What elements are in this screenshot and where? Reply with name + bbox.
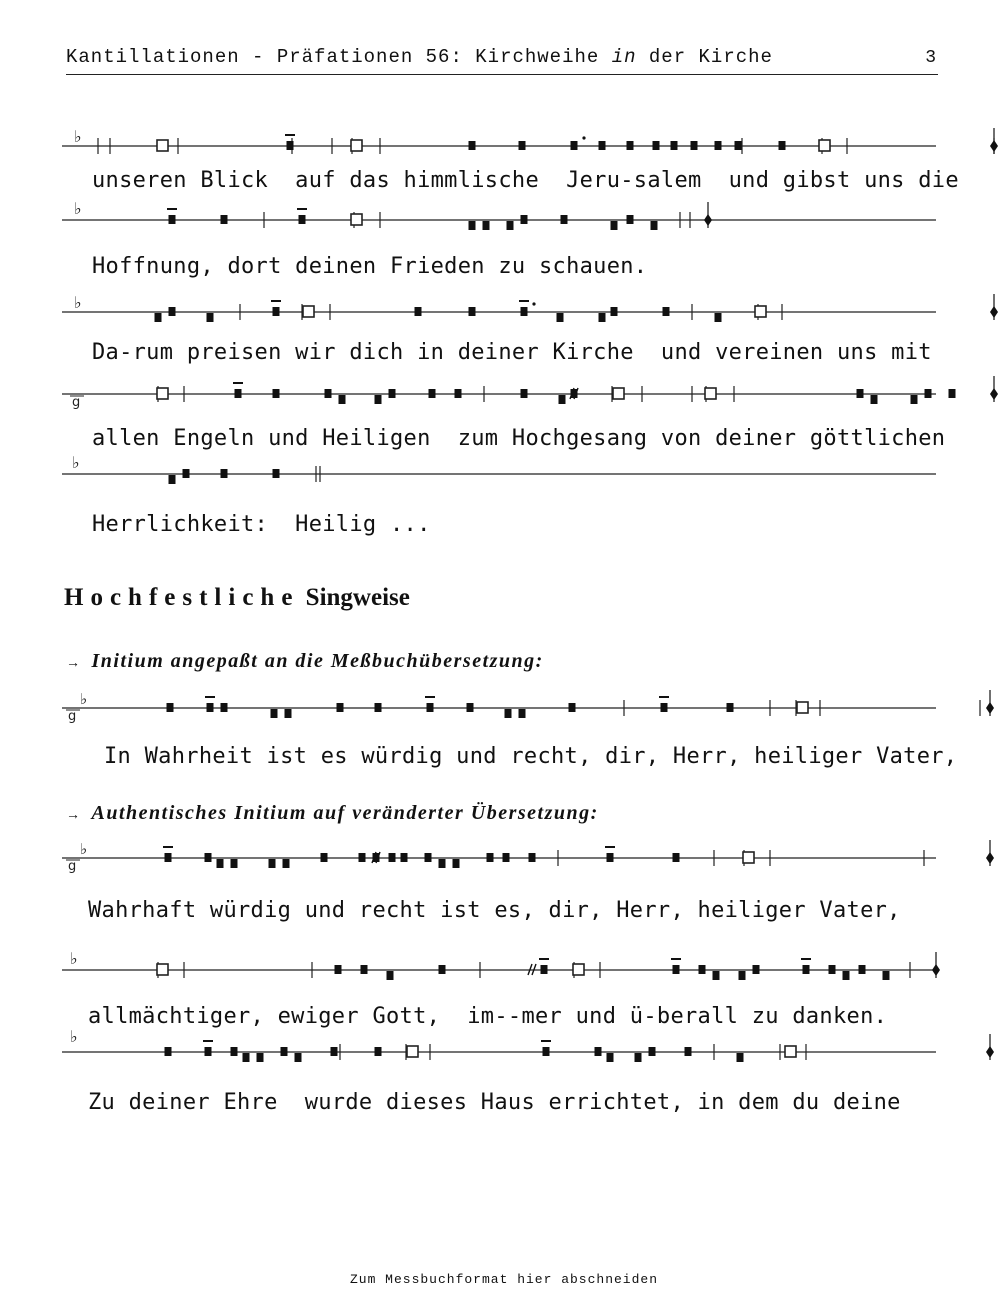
final-diamond xyxy=(986,702,994,714)
chant-note xyxy=(507,221,514,230)
open-note xyxy=(755,306,766,317)
chant-note xyxy=(339,395,346,404)
g-clef-icon: g xyxy=(72,395,81,410)
final-diamond xyxy=(990,306,998,318)
chant-note xyxy=(295,1053,302,1062)
chant-staff-notation xyxy=(62,1027,938,1072)
accent-mark xyxy=(167,208,177,210)
chant-note xyxy=(627,215,634,224)
chant-note xyxy=(569,703,576,712)
accent-mark xyxy=(541,1040,551,1042)
chant-note xyxy=(467,703,474,712)
chant-note xyxy=(169,475,176,484)
chant-note xyxy=(691,141,698,150)
chant-staff-notation xyxy=(62,840,938,880)
chant-note xyxy=(359,853,366,862)
chant-note xyxy=(389,389,396,398)
accent-mark xyxy=(297,208,307,210)
chant-note xyxy=(595,1047,602,1056)
chant-note xyxy=(429,389,436,398)
flat-clef-icon: ♭ xyxy=(80,690,88,708)
chant-note xyxy=(427,703,434,712)
chant-note xyxy=(627,141,634,150)
chant-note xyxy=(217,859,224,868)
chant-staff-notation xyxy=(62,196,938,236)
final-diamond xyxy=(986,852,994,864)
chant-staff-notation xyxy=(62,688,938,728)
chant-note xyxy=(299,215,306,224)
chant-note xyxy=(455,389,462,398)
dot-mark xyxy=(582,136,585,139)
accent-mark xyxy=(203,1040,213,1042)
chant-staff-5 xyxy=(62,454,938,494)
chant-note xyxy=(415,307,422,316)
open-note xyxy=(613,388,624,399)
chant-note xyxy=(231,859,238,868)
open-note xyxy=(157,388,168,399)
chant-note xyxy=(325,389,332,398)
chant-note xyxy=(387,971,394,980)
chant-staff-3 xyxy=(62,282,938,322)
chant-note xyxy=(859,965,866,974)
chant-note xyxy=(671,141,678,150)
chant-staff-notation xyxy=(62,368,938,408)
open-note xyxy=(743,852,754,863)
chant-note xyxy=(649,1047,656,1056)
accent-mark xyxy=(425,696,435,698)
chant-note xyxy=(803,965,810,974)
chant-note xyxy=(285,709,292,718)
chant-note xyxy=(599,141,606,150)
chant-note xyxy=(207,313,214,322)
chant-note xyxy=(519,141,526,150)
chant-note xyxy=(257,1053,264,1062)
open-note xyxy=(573,964,584,975)
initium-heading-1 xyxy=(66,650,544,673)
lyric-line-2: Hoffnung, dort deinen Frieden zu schauen. xyxy=(92,254,648,279)
chant-note xyxy=(439,965,446,974)
chant-note xyxy=(607,853,614,862)
chant-note xyxy=(521,215,528,224)
chant-note xyxy=(663,307,670,316)
chant-note xyxy=(271,709,278,718)
accent-mark xyxy=(519,300,529,302)
chant-note xyxy=(331,1047,338,1056)
chant-note xyxy=(273,389,280,398)
flat-clef-icon: ♭ xyxy=(74,199,82,218)
chant-note xyxy=(713,971,720,980)
initium-text: Authentisches Initium auf veränderter Übersetzung: xyxy=(91,802,599,824)
chant-staff-notation xyxy=(62,108,938,148)
chant-note xyxy=(169,307,176,316)
chant-note xyxy=(167,703,174,712)
chant-note xyxy=(737,1053,744,1062)
section-title xyxy=(64,584,410,612)
flat-clef-icon: ♭ xyxy=(72,453,80,472)
chant-staff-4 xyxy=(62,368,938,408)
chant-note xyxy=(169,215,176,224)
chant-note xyxy=(165,1047,172,1056)
chant-staff-2 xyxy=(62,196,938,236)
cut-instruction: Zum Messbuchformat hier abschneiden xyxy=(349,1272,659,1287)
chant-note xyxy=(361,965,368,974)
chant-note xyxy=(335,965,342,974)
chant-note xyxy=(235,389,242,398)
accent-mark xyxy=(801,958,811,960)
chant-note xyxy=(635,1053,642,1062)
chant-note xyxy=(559,395,566,404)
chant-note xyxy=(653,141,660,150)
chant-note xyxy=(727,703,734,712)
initium-text: Initium angepaßt an die Meßbuchübersetzung: xyxy=(91,650,544,672)
chant-note xyxy=(735,141,742,150)
chant-note xyxy=(607,1053,614,1062)
chant-note xyxy=(715,313,722,322)
page-header xyxy=(66,44,938,75)
chant-staff-7 xyxy=(62,840,938,880)
final-diamond xyxy=(704,214,712,226)
chant-note xyxy=(243,1053,250,1062)
final-diamond xyxy=(990,140,998,152)
accent-mark xyxy=(671,958,681,960)
chant-note xyxy=(287,141,294,150)
chant-staff-8 xyxy=(62,946,938,986)
open-note xyxy=(303,306,314,317)
open-note xyxy=(157,964,168,975)
chant-staff-notation xyxy=(62,454,938,494)
lyric-line-5: Herrlichkeit: Heilig ... xyxy=(92,512,431,537)
chant-note xyxy=(651,221,658,230)
chant-note xyxy=(183,469,190,478)
chant-note xyxy=(221,215,228,224)
lyric-line-9: Zu deiner Ehre wurde dieses Haus errichtet, in dem du deine xyxy=(88,1090,901,1115)
open-note xyxy=(705,388,716,399)
chant-note xyxy=(543,1047,550,1056)
chant-note xyxy=(321,853,328,862)
header-title-part: Kantillationen - Präfationen 56: Kirchweihe xyxy=(66,46,612,68)
chant-note xyxy=(883,971,890,980)
accent-mark xyxy=(271,300,281,302)
accent-mark xyxy=(233,382,243,384)
chant-note xyxy=(739,971,746,980)
chant-note xyxy=(685,1047,692,1056)
chant-note xyxy=(453,859,460,868)
chant-note xyxy=(753,965,760,974)
chant-note xyxy=(469,221,476,230)
chant-staff-notation xyxy=(62,946,938,986)
g-clef-icon: g xyxy=(68,859,77,874)
header-title xyxy=(66,46,773,68)
accent-mark xyxy=(539,958,549,960)
chant-note xyxy=(165,853,172,862)
chant-note xyxy=(469,307,476,316)
chant-note xyxy=(699,965,706,974)
open-note xyxy=(797,702,808,713)
chant-note xyxy=(273,307,280,316)
accent-mark xyxy=(205,696,215,698)
open-note xyxy=(351,140,362,151)
chant-note xyxy=(207,703,214,712)
chant-staff-1 xyxy=(62,108,938,148)
open-note xyxy=(351,214,362,225)
chant-note xyxy=(375,1047,382,1056)
chant-note xyxy=(281,1047,288,1056)
chant-note xyxy=(843,971,850,980)
chant-note xyxy=(155,313,162,322)
lyric-line-3: Da-rum preisen wir dich in deiner Kirche und vereinen uns mit xyxy=(92,340,932,365)
open-note xyxy=(819,140,830,151)
chant-note xyxy=(503,853,510,862)
chant-note xyxy=(541,965,548,974)
chant-staff-6 xyxy=(62,688,938,728)
flat-clef-icon: ♭ xyxy=(74,293,82,312)
chant-note xyxy=(911,395,918,404)
section-title-rest: Singweise xyxy=(305,584,410,611)
chant-note xyxy=(925,389,932,398)
flat-clef-icon: ♭ xyxy=(74,127,82,146)
final-diamond xyxy=(990,388,998,400)
chant-note xyxy=(425,853,432,862)
chant-note xyxy=(561,215,568,224)
chant-note xyxy=(221,703,228,712)
arrow-icon: → xyxy=(66,656,82,671)
chant-note xyxy=(661,703,668,712)
chant-note xyxy=(375,395,382,404)
chant-note xyxy=(483,221,490,230)
chant-note xyxy=(779,141,786,150)
chant-staff-notation xyxy=(62,282,938,322)
dot-mark xyxy=(532,302,535,305)
chant-note xyxy=(337,703,344,712)
chant-note xyxy=(375,703,382,712)
open-note xyxy=(407,1046,418,1057)
flat-clef-icon: ♭ xyxy=(70,1027,78,1046)
lyric-line-8: allmächtiger, ewiger Gott, im--mer und ü-berall zu danken. xyxy=(88,1004,888,1029)
chant-staff-9 xyxy=(62,1027,938,1072)
chant-note xyxy=(505,709,512,718)
chant-note xyxy=(401,853,408,862)
chant-note xyxy=(557,313,564,322)
arrow-icon: → xyxy=(66,808,82,823)
chant-note xyxy=(221,469,228,478)
accent-mark xyxy=(285,134,295,136)
chant-note xyxy=(857,389,864,398)
chant-note xyxy=(829,965,836,974)
chant-note xyxy=(205,1047,212,1056)
final-diamond xyxy=(986,1046,994,1058)
lyric-line-1: unseren Blick auf das himmlische Jeru-salem und gibst uns die xyxy=(92,168,959,193)
flat-clef-icon: ♭ xyxy=(70,949,78,968)
chant-note xyxy=(599,313,606,322)
accent-mark xyxy=(605,846,615,848)
chant-note xyxy=(521,307,528,316)
flat-clef-icon: ♭ xyxy=(80,840,88,858)
accent-mark xyxy=(163,846,173,848)
chant-note xyxy=(205,853,212,862)
chant-note xyxy=(521,389,528,398)
open-note xyxy=(157,140,168,151)
chant-note xyxy=(673,965,680,974)
chant-note xyxy=(673,853,680,862)
chant-note xyxy=(389,853,396,862)
chant-note xyxy=(611,307,618,316)
header-title-part: der Kirche xyxy=(636,46,773,68)
final-diamond xyxy=(932,964,940,976)
chant-note xyxy=(611,221,618,230)
section-title-spaced: Hochfestliche xyxy=(64,584,300,611)
chant-note xyxy=(283,859,290,868)
chant-note xyxy=(231,1047,238,1056)
chant-note xyxy=(715,141,722,150)
chant-note xyxy=(273,469,280,478)
chant-note xyxy=(519,709,526,718)
chant-note xyxy=(469,141,476,150)
initium-heading-2 xyxy=(66,802,599,825)
open-note xyxy=(785,1046,796,1057)
page-number: 3 xyxy=(925,48,936,68)
chant-note xyxy=(487,853,494,862)
lyric-line-6: In Wahrheit ist es würdig und recht, dir, Herr, heiliger Vater, xyxy=(104,744,958,769)
chant-note xyxy=(949,389,956,398)
chant-note xyxy=(529,853,536,862)
chant-note xyxy=(439,859,446,868)
chant-note xyxy=(571,141,578,150)
chant-note xyxy=(871,395,878,404)
lyric-line-4: allen Engeln und Heiligen zum Hochgesang von deiner göttlichen xyxy=(92,426,946,451)
chant-note xyxy=(269,859,276,868)
g-clef-icon: g xyxy=(68,709,77,724)
lyric-line-7: Wahrhaft würdig und recht ist es, dir, Herr, heiliger Vater, xyxy=(88,898,901,923)
accent-mark xyxy=(659,696,669,698)
header-title-italic: in xyxy=(611,46,637,68)
